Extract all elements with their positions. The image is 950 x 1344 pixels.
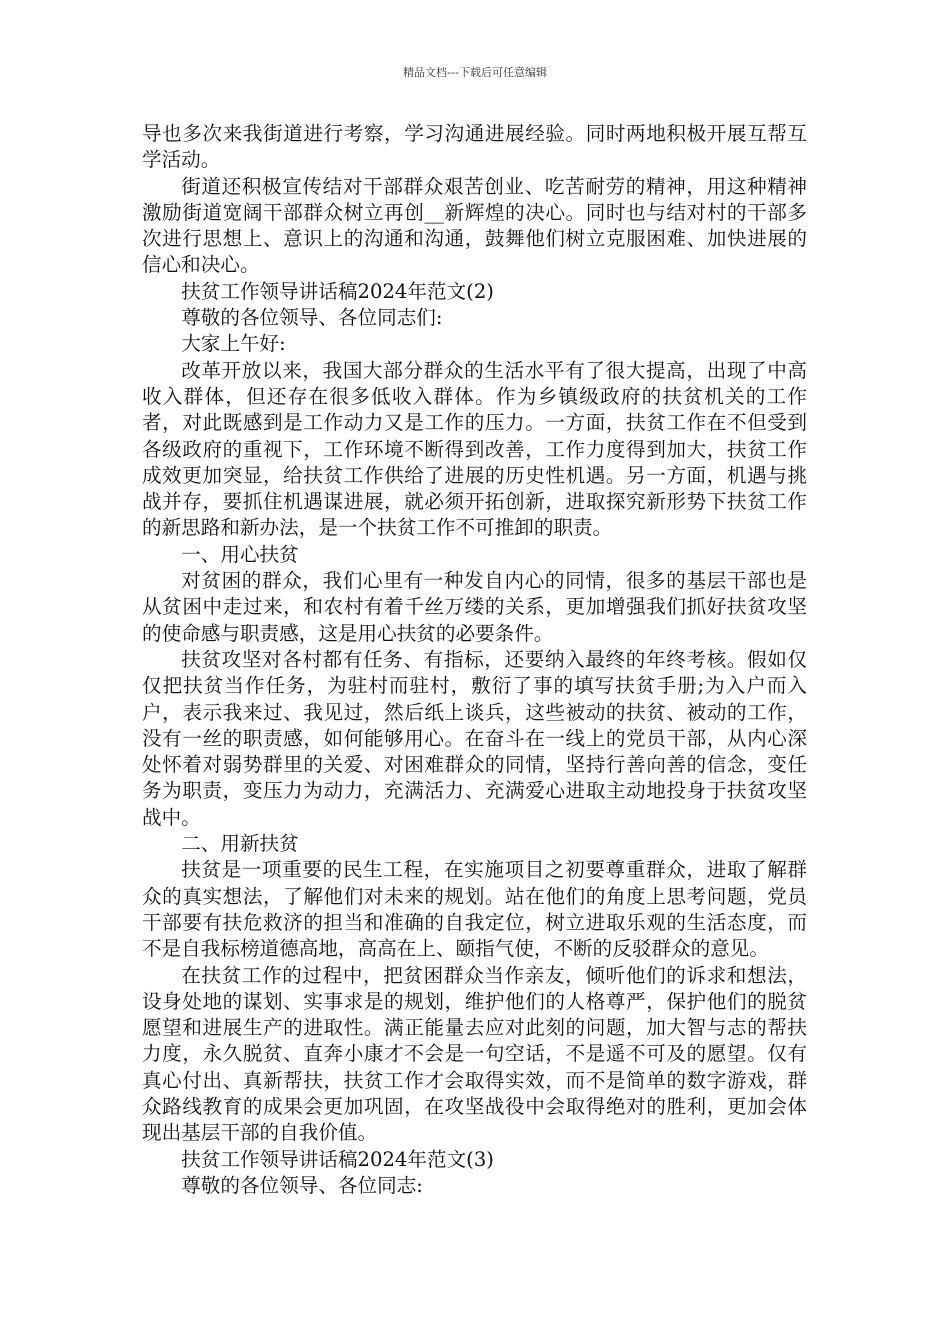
paragraph: 改革开放以来，我国大部分群众的生活水平有了很大提高，出现了中高收入群体，但还存在很多低收入群体。作为乡镇级政府的扶贫机关的工作者，对此既感到是工作动力又是工作的压力。一方面，扶贫工作在不但受到各级政府的重视下，工作环境不断得到改善，工作力度得到加大，扶贫工作成效更加突显，给扶贫工作供给了进展的历史性机遇。另一方面，机遇与挑战并存，要抓住机遇谋进展，就必须开拓创新，进取探究新形势下扶贫工作的新思路和新办法，是一个扶贫工作不可推卸的职责。 <box>142 358 807 540</box>
paragraph: 扶贫攻坚对各村都有任务、有指标，还要纳入最终的年终考核。假如仅仅把扶贫当作任务，为驻村而驻村，敷衍了事的填写扶贫手册;为入户而入户，表示我来过、我见过，然后纸上谈兵，这些被动的扶贫、被动的工作，没有一丝的职责感，如何能够用心。在奋斗在一线上的党员干部，从内心深处怀着对弱势群里的关爱、对困难群众的同情，坚持行善向善的信念，变任务为职责，变压力为动力，充满活力、充满爱心进取主动地投身于扶贫攻坚战中。 <box>142 647 807 829</box>
section-title: 扶贫工作领导讲话稿2024年范文(3) <box>181 1147 494 1171</box>
paragraph: 在扶贫工作的过程中，把贫困群众当作亲友，倾听他们的诉求和想法，设身处地的谋划、实事求是的规划，维护他们的人格尊严，保护他们的脱贫愿望和进展生产的进取性。满正能量去应对此刻的问题，加大智与志的帮扶力度，永久脱贫、直奔小康才不会是一句空话，不是遥不可及的愿望。仅有真心付出、真新帮扶，扶贫工作才会取得实效，而不是简单的数字游戏，群众路线教育的成果会更加巩固，在攻坚战役中会取得绝对的胜利，更加会体现出基层干部的自我价值。 <box>142 963 807 1145</box>
salutation: 尊敬的各位领导、各位同志们: <box>181 306 443 330</box>
subheading: 二、用新扶贫 <box>181 832 299 856</box>
document-body <box>142 121 807 1199</box>
paragraph: 扶贫是一项重要的民生工程，在实施项目之初要尊重群众，进取了解群众的真实想法，了解他们对未来的规划。站在他们的角度上思考问题，党员干部要有扶危救济的担当和准确的自我定位，树立进取乐观的生活态度，而不是自我标榜道德高地，高高在上、颐指气使，不断的反驳群众的意见。 <box>142 858 807 961</box>
section-title: 扶贫工作领导讲话稿2024年范文(2) <box>181 279 494 303</box>
paragraph: 对贫困的群众，我们心里有一种发自内心的同情，很多的基层干部也是从贫困中走过来，和农村有着千丝万缕的关系，更加增强我们抓好扶贫攻坚的使命感与职责感，这是用心扶贫的必要条件。 <box>142 569 807 645</box>
greeting: 大家上午好: <box>181 332 286 356</box>
paragraph: 街道还积极宣传结对干部群众艰苦创业、吃苦耐劳的精神，用这种精神激励街道宽阔干部群众树立再创__新辉煌的决心。同时也与结对村的干部多次进行思想上、意识上的沟通和沟通，鼓舞他们树立克服困难、加快进展的信心和决心。 <box>142 174 807 277</box>
page-header: 精品文档---下载后可任意编辑 <box>403 66 547 79</box>
paragraph-continuation: 导也多次来我街道进行考察，学习沟通进展经验。同时两地积极开展互帮互学活动。 <box>142 122 807 172</box>
subheading: 一、用心扶贫 <box>181 542 299 566</box>
salutation: 尊敬的各位领导、各位同志: <box>181 1173 423 1197</box>
